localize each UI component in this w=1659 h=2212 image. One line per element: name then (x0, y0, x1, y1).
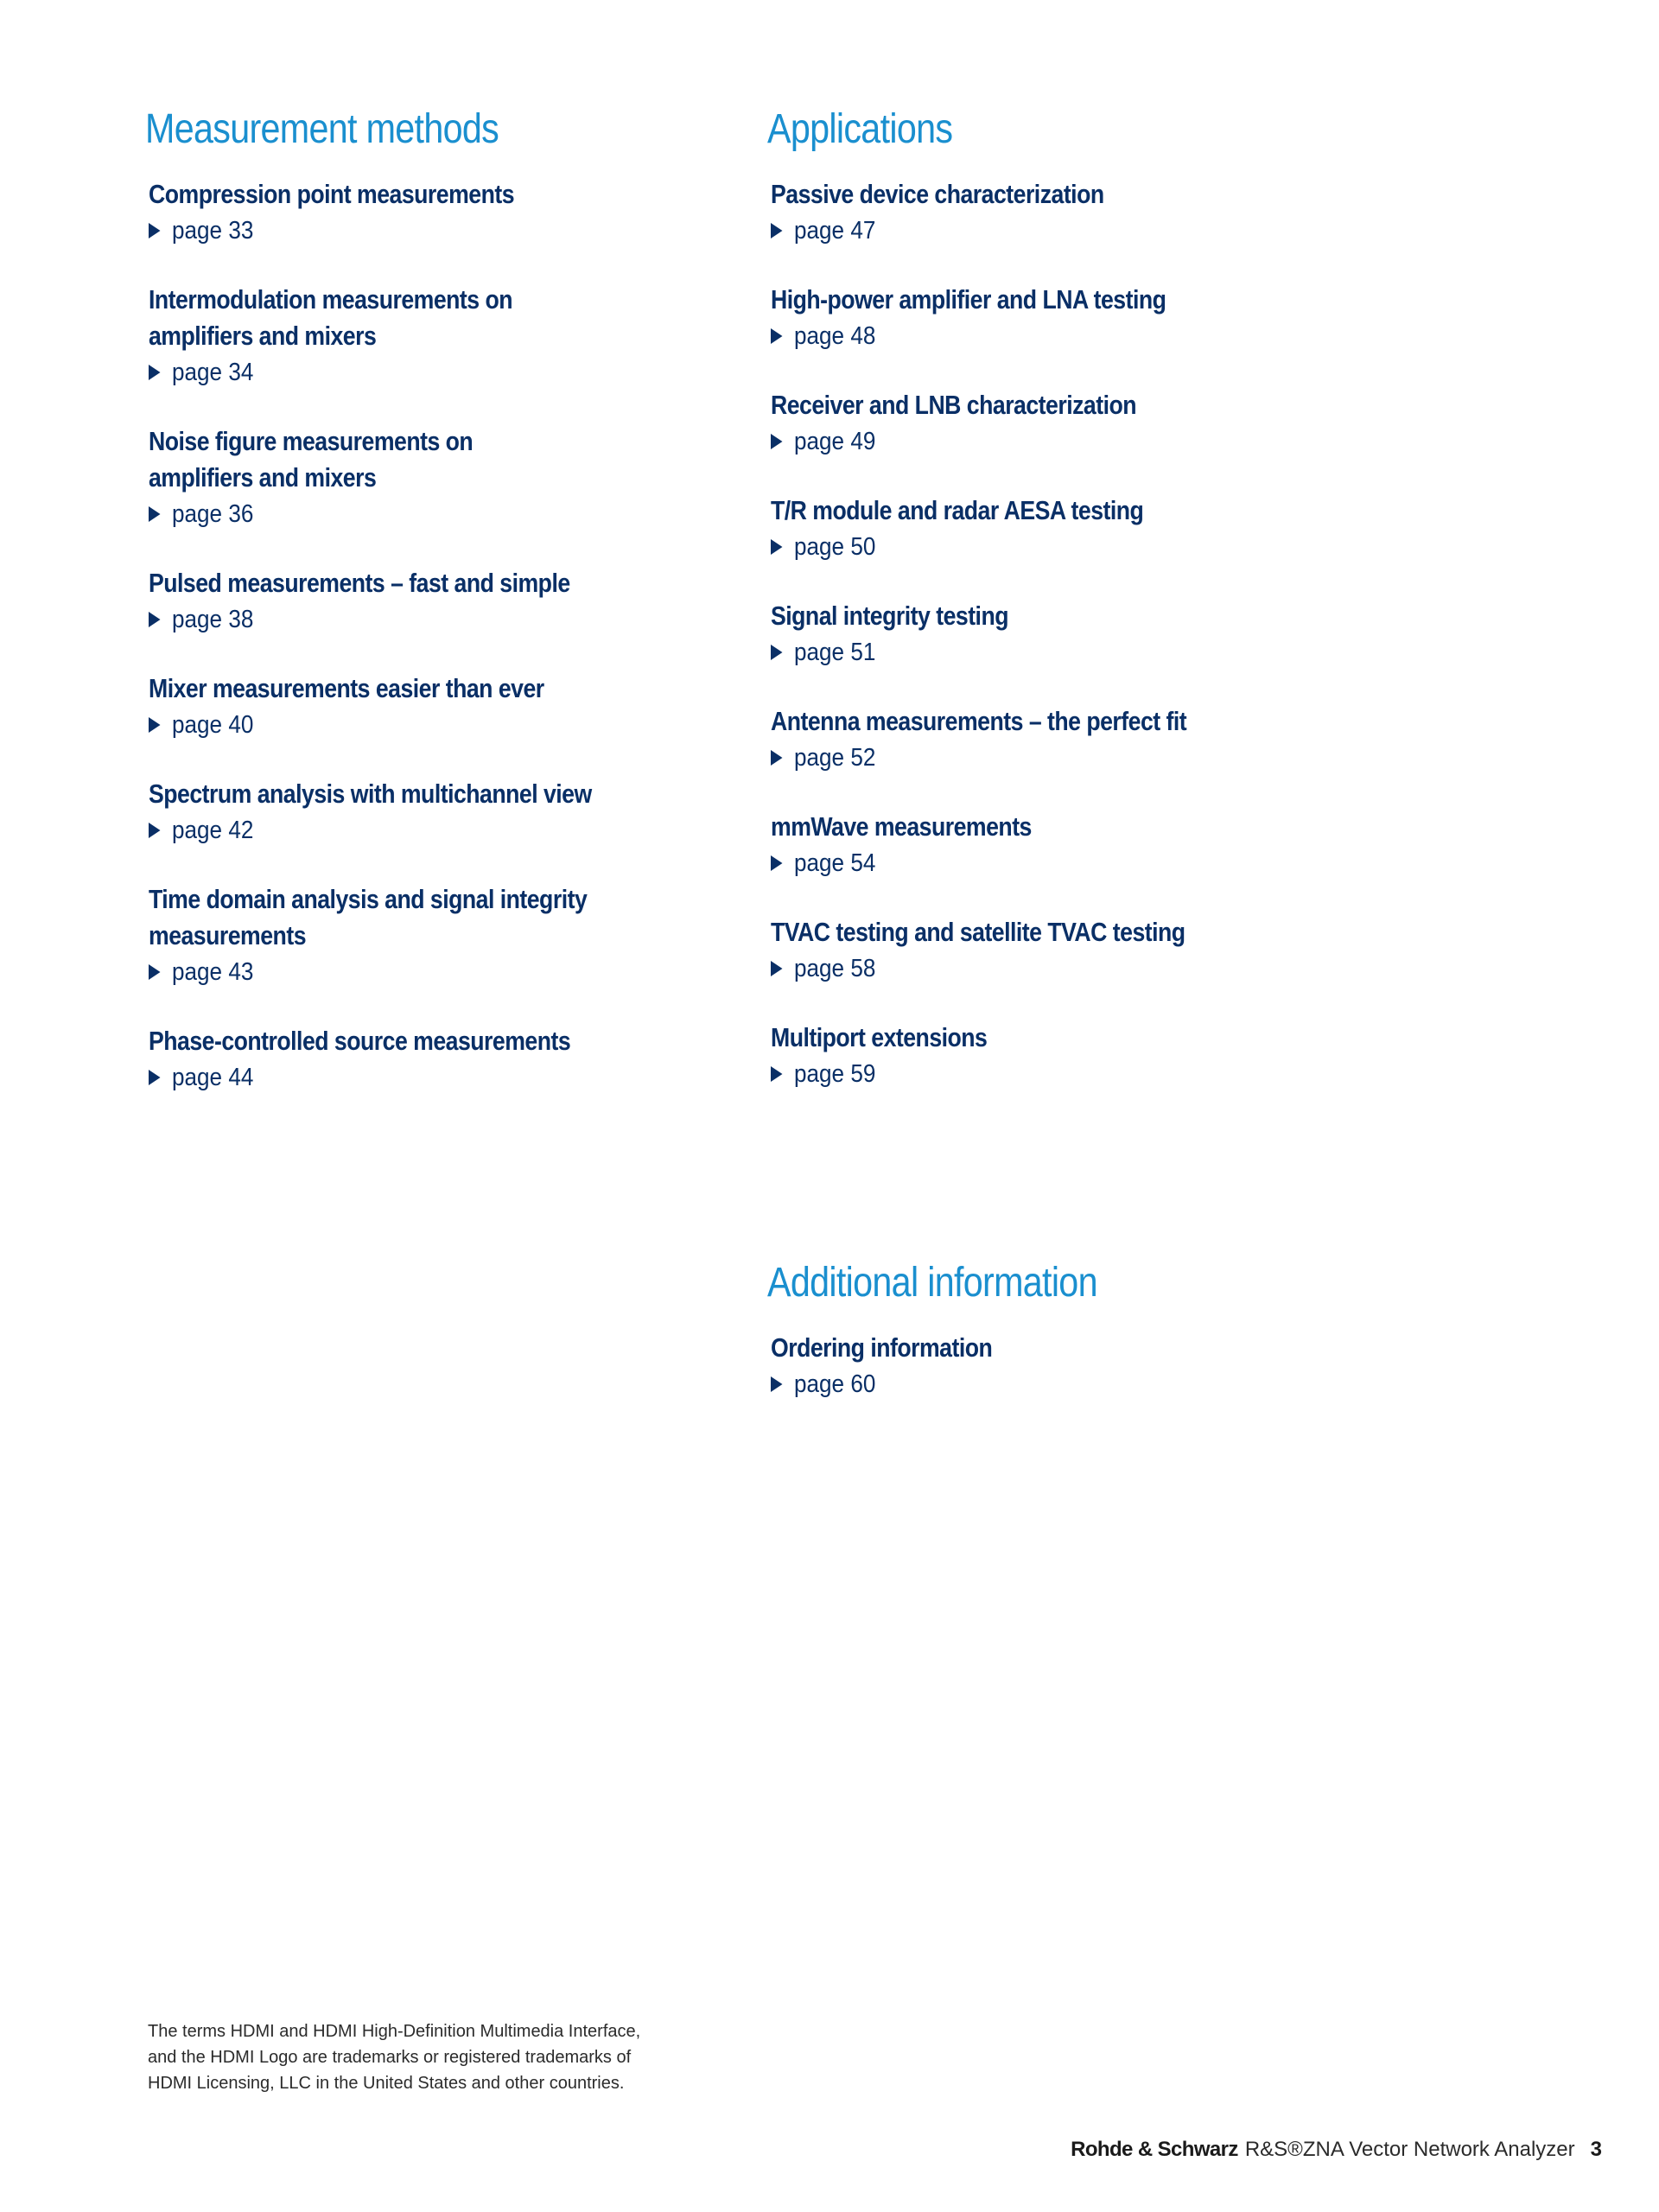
toc-entry[interactable] (149, 776, 750, 849)
toc-entry[interactable] (771, 282, 1372, 354)
toc-entry-page[interactable]: page 49 (794, 428, 876, 455)
triangle-right-icon (771, 1066, 783, 1082)
toc-entry-page[interactable]: page 54 (794, 849, 876, 877)
toc-entry-page-link[interactable] (771, 845, 1312, 881)
measurement-methods-list (145, 176, 750, 1096)
toc-entry-page[interactable]: page 43 (172, 958, 254, 986)
toc-entry[interactable] (771, 176, 1372, 249)
applications-heading: Applications (767, 106, 953, 152)
toc-entry-page-link[interactable] (771, 529, 1312, 565)
toc-entry-title[interactable]: mmWave measurements (771, 811, 1032, 842)
product-name: R&S®ZNA Vector Network Analyzer (1244, 2138, 1575, 2161)
toc-entry-page[interactable]: page 60 (794, 1370, 876, 1398)
toc-entry-page[interactable]: page 58 (794, 955, 876, 982)
toc-entry-title[interactable]: Time domain analysis and signal integrity measurements (149, 884, 588, 950)
toc-entry[interactable] (149, 881, 750, 990)
toc-entry[interactable] (149, 1023, 750, 1096)
toc-entry-page[interactable]: page 48 (794, 322, 876, 350)
triangle-right-icon (149, 1070, 161, 1085)
toc-entry-page-link[interactable] (771, 1056, 1312, 1092)
toc-entry-title[interactable]: Signal integrity testing (771, 601, 1008, 631)
additional-information-list (767, 1330, 1372, 1402)
trademark-footnote: The terms HDMI and HDMI High-Definition Multimedia Interface, and the HDMI Logo are trademarks or registered trademarks of HDMI Licensing, LLC in the United States and other countries. (148, 2022, 641, 2093)
toc-entry-title[interactable]: Mixer measurements easier than ever (149, 673, 544, 703)
toc-entry-page-link[interactable] (771, 740, 1312, 776)
toc-entry[interactable] (149, 423, 750, 532)
toc-entry-title[interactable]: T/R module and radar AESA testing (771, 495, 1144, 525)
toc-entry[interactable] (771, 703, 1372, 776)
brand-name: Rohde & Schwarz (1071, 2138, 1238, 2161)
toc-entry[interactable] (771, 914, 1372, 987)
toc-entry-page-link[interactable] (771, 950, 1312, 987)
toc-entry-page-link[interactable] (149, 812, 690, 849)
toc-entry-page-link[interactable] (771, 423, 1312, 460)
toc-entry-title[interactable]: Passive device characterization (771, 179, 1104, 209)
triangle-right-icon (149, 365, 161, 380)
applications-list (767, 176, 1372, 1092)
toc-entry-page[interactable]: page 38 (172, 606, 254, 633)
triangle-right-icon (149, 717, 161, 733)
triangle-right-icon (771, 855, 783, 871)
triangle-right-icon (149, 964, 161, 980)
additional-information-section (767, 1257, 1372, 1435)
toc-entry-page-link[interactable] (771, 1366, 1312, 1402)
toc-entry[interactable] (149, 176, 750, 249)
toc-entry[interactable] (771, 1330, 1372, 1402)
toc-entry-page[interactable]: page 47 (794, 217, 876, 245)
toc-entry-page[interactable]: page 51 (794, 639, 876, 666)
toc-entry-title[interactable]: Noise figure measurements on amplifiers and mixers (149, 426, 474, 493)
toc-entry-title[interactable]: Spectrum analysis with multichannel view (149, 779, 592, 809)
toc-entry-title[interactable]: Antenna measurements – the perfect fit (771, 706, 1187, 736)
toc-entry-title[interactable]: Ordering information (771, 1332, 993, 1363)
toc-entry-title[interactable]: High-power amplifier and LNA testing (771, 284, 1166, 315)
toc-entry[interactable] (771, 809, 1372, 881)
triangle-right-icon (771, 539, 783, 555)
toc-entry-title[interactable]: Phase-controlled source measurements (149, 1026, 571, 1056)
triangle-right-icon (771, 645, 783, 660)
page-footer (1071, 2138, 1602, 2162)
triangle-right-icon (771, 223, 783, 238)
toc-entry-page[interactable]: page 33 (172, 217, 254, 245)
measurement-methods-heading: Measurement methods (145, 106, 499, 152)
toc-entry-page-link[interactable] (149, 496, 690, 532)
triangle-right-icon (771, 1376, 783, 1392)
additional-information-heading: Additional information (767, 1260, 1097, 1306)
toc-entry-title[interactable]: TVAC testing and satellite TVAC testing (771, 917, 1185, 947)
toc-entry-title[interactable]: Receiver and LNB characterization (771, 390, 1137, 420)
toc-entry-title[interactable]: Intermodulation measurements on amplifiers and mixers (149, 284, 513, 351)
triangle-right-icon (149, 506, 161, 522)
toc-entry[interactable] (149, 282, 750, 391)
toc-entry-page-link[interactable] (149, 1059, 690, 1096)
triangle-right-icon (771, 328, 783, 344)
toc-entry-page-link[interactable] (771, 318, 1312, 354)
toc-entry[interactable] (771, 598, 1372, 671)
toc-entry[interactable] (771, 493, 1372, 565)
toc-entry-page-link[interactable] (149, 354, 690, 391)
toc-entry-page-link[interactable] (149, 213, 690, 249)
toc-entry-page-link[interactable] (149, 707, 690, 743)
toc-entry-page[interactable]: page 50 (794, 533, 876, 561)
toc-entry[interactable] (149, 671, 750, 743)
triangle-right-icon (149, 823, 161, 838)
toc-entry-title[interactable]: Compression point measurements (149, 179, 515, 209)
toc-entry-page-link[interactable] (149, 954, 690, 990)
applications-section (767, 104, 1372, 1125)
toc-entry-page[interactable]: page 42 (172, 817, 254, 844)
triangle-right-icon (149, 612, 161, 627)
triangle-right-icon (771, 750, 783, 766)
toc-entry-title[interactable]: Multiport extensions (771, 1022, 988, 1052)
toc-entry-page[interactable]: page 34 (172, 359, 254, 386)
toc-entry-page[interactable]: page 59 (794, 1060, 876, 1088)
toc-entry-page-link[interactable] (149, 601, 690, 638)
measurement-methods-section (145, 104, 750, 1128)
toc-entry-page-link[interactable] (771, 634, 1312, 671)
toc-entry-title[interactable]: Pulsed measurements – fast and simple (149, 568, 570, 598)
triangle-right-icon (771, 961, 783, 976)
toc-entry[interactable] (771, 1020, 1372, 1092)
toc-entry-page-link[interactable] (771, 213, 1312, 249)
toc-entry[interactable] (149, 565, 750, 638)
page-number: 3 (1590, 2138, 1602, 2161)
toc-entry-page[interactable]: page 44 (172, 1064, 254, 1091)
triangle-right-icon (149, 223, 161, 238)
triangle-right-icon (771, 434, 783, 449)
toc-entry-page[interactable]: page 36 (172, 500, 254, 528)
toc-entry-page[interactable]: page 40 (172, 711, 254, 739)
toc-entry[interactable] (771, 387, 1372, 460)
toc-entry-page[interactable]: page 52 (794, 744, 876, 772)
